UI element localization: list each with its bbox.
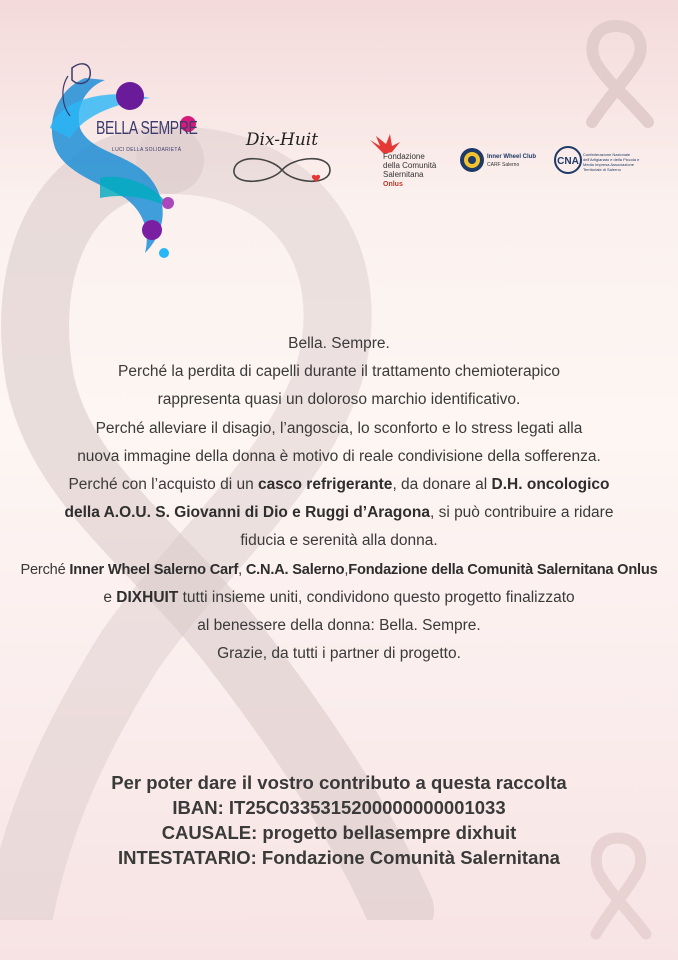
message-line: Perché Inner Wheel Salerno Carf, C.N.A. Salerno,Fondazione della Comunità Salernitana Onlus [20,561,658,578]
bella-sempre-tagline: LUCI DELLA SOLIDARIETÀ [112,147,182,153]
message-line: nuova immagine della donna è motivo di reale condivisione della sofferenza. [77,447,601,465]
donation-intro: Per poter dare il vostro contributo a questa raccolta [111,772,567,793]
iban: IBAN: IT25C0335315200000000001033 [172,797,506,818]
fondazione-onlus-label: Onlus [383,181,403,188]
fondazione-name: Fondazione della Comunità Salernitana [383,152,437,179]
message-line: Grazie, da tutti i partner di progetto. [217,645,461,663]
highlight-fondazione: Fondazione della Comunità Salernitana Onlus [348,561,658,578]
highlight-dixhuit: DIXHUIT [116,588,179,606]
message-line: Perché la perdita di capelli durante il trattamento chemioterapico [118,363,560,381]
bella-sempre-logo-text: BELLA SEMPRE [96,118,198,138]
inner-wheel-subtitle: CARF Salerno [487,162,520,168]
woman-silhouette-splash-icon [30,58,205,263]
intestatario: INTESTATARIO: Fondazione Comunità Salernitana [118,847,560,868]
message-line: della A.O.U. S. Giovanni di Dio e Ruggi d’Aragona, si può contribuire a ridare [64,504,614,522]
campaign-message [0,330,678,668]
message-line: Perché con l’acquisto di un casco refrigerante, da donare al D.H. oncologico [68,476,610,494]
inner-wheel-title: Inner Wheel Club [487,154,537,160]
highlight-dh: D.H. oncologico [491,476,610,494]
message-line: Perché alleviare il disagio, l’angoscia, lo sconforto e lo stress legati alla [95,419,583,437]
cna-abbr: CNA [557,156,579,167]
message-line: fiducia e serenità alla donna. [240,532,438,550]
causale: CAUSALE: progetto bellasempre dixhuit [161,822,517,843]
message-line: rappresenta quasi un doloroso marchio identificativo. [157,391,521,409]
message-line: al benessere della donna: Bella. Sempre. [197,617,481,635]
highlight-inner-wheel: Inner Wheel Salerno Carf [69,561,239,578]
message-line: e DIXHUIT tutti insieme uniti, condividono questo progetto finalizzato [103,588,575,606]
cna-full-name: Confederazione Nazionale dell'Artigianato e della Piccola e Media Impresa Associazione Territoriale di Salerno [583,152,640,172]
highlight-aou: della A.O.U. S. Giovanni di Dio e Ruggi d’Aragona [64,504,430,522]
message-line: Bella. Sempre. [288,335,390,352]
small-ribbon-icon [578,18,668,128]
highlight-casco: casco refrigerante [258,476,393,494]
wheel-emblem-icon [457,146,553,174]
donation-info [0,770,678,870]
highlight-cna: C.N.A. Salerno [245,561,345,578]
dixhuit-logo-text: Dix-Huit [245,130,319,150]
